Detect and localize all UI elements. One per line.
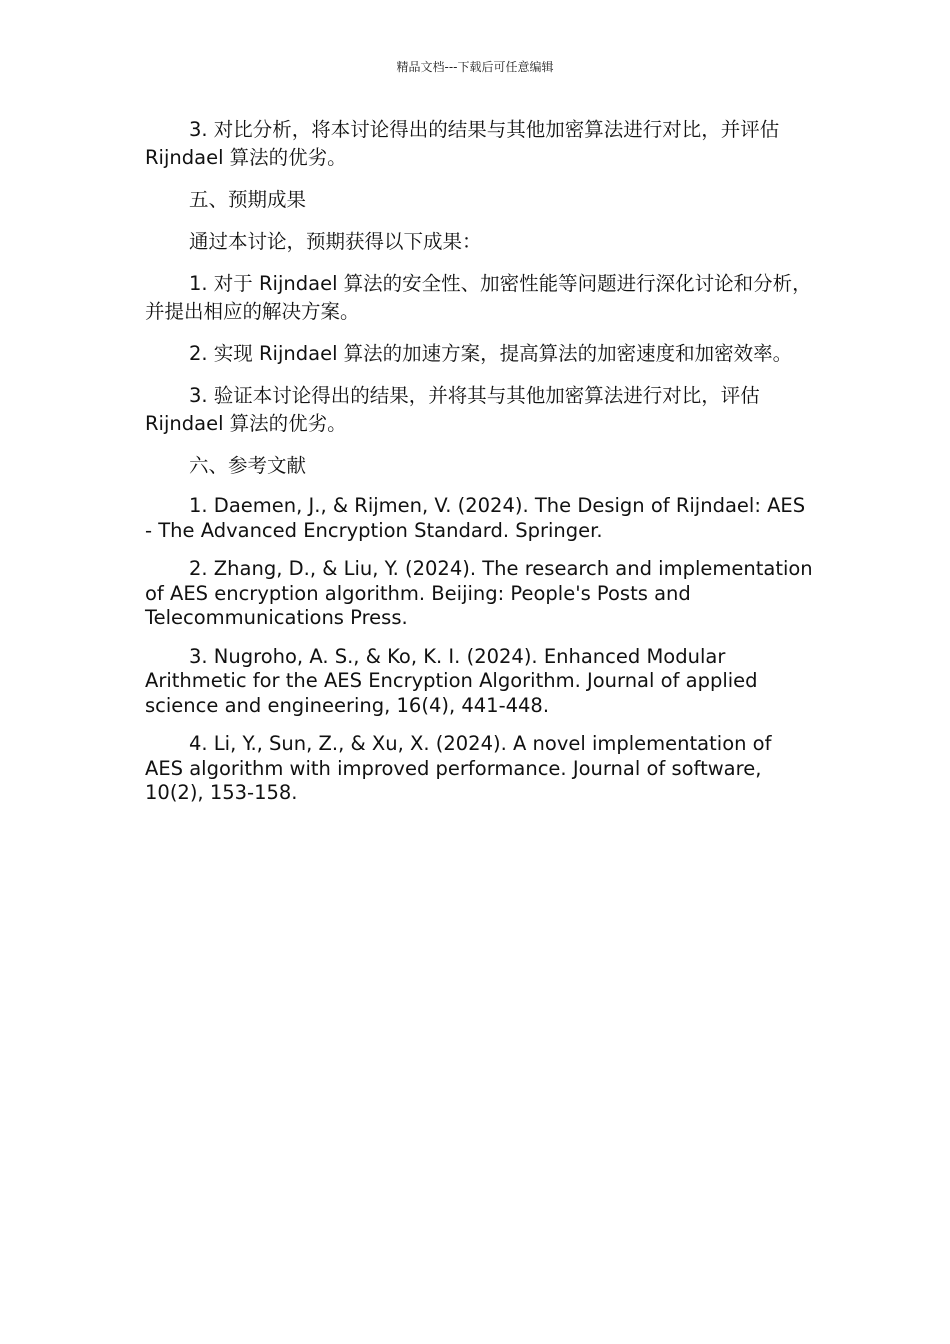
reference-item-4: 4. Li, Y., Sun, Z., & Xu, X. (2024). A novel implementation of AES algorithm with improved performance. Journal of software, 10(2), 153-158. <box>145 732 772 804</box>
section-heading-expected-results: 五、预期成果 <box>189 188 307 211</box>
paragraph-result-2: 2. 实现 Rijndael 算法的加速方案，提高算法的加密速度和加密效率。 <box>189 342 793 365</box>
section-heading-references: 六、参考文献 <box>189 454 307 477</box>
paragraph-results-intro: 通过本讨论，预期获得以下成果： <box>189 230 482 253</box>
paragraph-comparison-analysis: 3. 对比分析，将本讨论得出的结果与其他加密算法进行对比，并评估 Rijndael 算法的优劣。 <box>145 118 780 169</box>
reference-item-3: 3. Nugroho, A. S., & Ko, K. I. (2024). Enhanced Modular Arithmetic for the AES Encryption Algorithm. Journal of applied science and engineering, 16(4), 441-448. <box>145 644 758 717</box>
reference-item-1: 1. Daemen, J., & Rijmen, V. (2024). The Design of Rijndael: AES - The Advanced Encryption Standard. Springer. <box>145 494 806 542</box>
document-body <box>145 116 815 820</box>
paragraph-result-1: 1. 对于 Rijndael 算法的安全性、加密性能等问题进行深化讨论和分析，并提出相应的解决方案。 <box>145 272 812 323</box>
page-header: 精品文档---下载后可任意编辑 <box>396 60 554 74</box>
paragraph-result-3: 3. 验证本讨论得出的结果，并将其与其他加密算法进行对比，评估 Rijndael 算法的优劣。 <box>145 384 760 435</box>
reference-item-2: 2. Zhang, D., & Liu, Y. (2024). The research and implementation of AES encryption algorithm. Beijing: People's Posts and Telecommunications Press. <box>145 557 813 629</box>
